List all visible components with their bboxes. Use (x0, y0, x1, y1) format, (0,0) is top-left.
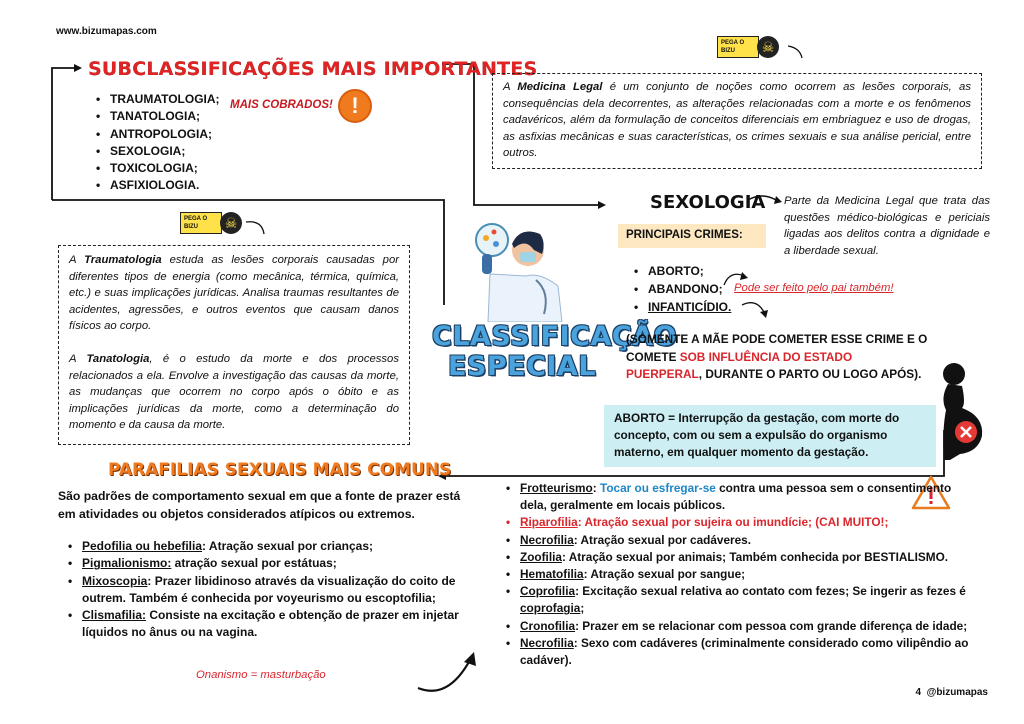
traumatologia-paragraph: A Traumatologia estuda as lesões corporais causadas por diferentes tipos de energia (como mecânica, térmica, química, etc.) e suas implicações jurídicas. Analisa traumas resultantes de acidentes, agressões, e outros eventos que causam danos físicos ao corpo. (69, 254, 399, 333)
infanticidio-note: (SOMENTE A MÃE PODE COMETER ESSE CRIME E O COMETE SOB INFLUÊNCIA DO ESTADO PUERPERAL, DURANTE O PARTO OU LOGO APÓS). (626, 332, 928, 381)
list-item: • INFANTICÍDIO. (632, 298, 731, 316)
subclass-list (94, 91, 220, 195)
bizu-tag-left: PEGA O BIZU (180, 212, 222, 234)
onanismo-note: Onanismo = masturbação (196, 669, 326, 681)
mais-cobrados-badge: MAIS COBRADOS! (230, 99, 333, 111)
list-item: • TRAUMATOLOGIA; (94, 91, 220, 108)
abandono-note: Pode ser feito pelo pai também! (734, 282, 894, 294)
list-item: • Riparofilia: Atração sexual por sujeira ou imundície; (CAI MUITO!; (504, 514, 978, 531)
exclamation-icon: ! (338, 89, 372, 123)
list-item: • Pigmalionismo: atração sexual por estátuas; (66, 555, 488, 572)
crimes-list (632, 262, 731, 316)
list-item: • Cronofilia: Prazer em se relacionar com pessoa com grande diferença de idade; (504, 618, 978, 635)
list-item: • Necrofilia: Atração sexual por cadáveres. (504, 532, 978, 549)
tanatologia-paragraph: A Tanatologia, é o estudo da morte e dos processos relacionados a ela. Envolve a investigação das causas da morte, as mudanças que ocorrem no corpo após o óbito e as implicações jurídicas da morte, como a determinação do momento e da causa da morte. (69, 352, 399, 432)
traumatologia-box (58, 245, 410, 445)
medicina-term: Medicina Legal (517, 81, 603, 93)
list-item: • ABORTO; (632, 262, 731, 280)
pregnant-woman-icon (928, 360, 988, 460)
list-item: • Hematofilia: Atração sexual por sangue; (504, 566, 978, 583)
list-item: • Mixoscopia: Prazer libidinoso através da visualização do coito de outrem. Também é conhecida por voyeurismo ou escoptofilia; (66, 573, 488, 608)
parafilias-right-list (504, 480, 978, 669)
sexologia-description: Parte da Medicina Legal que trata das questões médico-biológicas e periciais ligadas aos delitos contra a dignidade e a liberdade sexual. (784, 195, 990, 257)
doctor-illustration (470, 214, 566, 322)
site-url: www.bizumapas.com (56, 26, 157, 37)
medicina-legal-box: A Medicina Legal é um conjunto de noções como ocorrem as lesões corporais, as consequências dela decorrentes, as alterações relacionadas com a morte e os fenômenos cadavéricos, além da formulação de conceitos diferenciais em embriaguez e uso de drogas, as asfixias mecânicas e suas características, os crimes sexuais e sua análise pericial, entre outros. (492, 73, 982, 169)
sexologia-title: SEXOLOGIA (650, 192, 766, 213)
subclass-title: SUBCLASSIFICAÇÕES MAIS IMPORTANTES (88, 58, 538, 80)
aborto-definition: ABORTO = Interrupção da gestação, com morte do concepto, com ou sem a expulsão do organismo materno, em qualquer momento da gestação. (604, 405, 936, 467)
skull-icon: ☠ (220, 212, 242, 234)
center-title: CLASSIFICAÇÃO ESPECIAL (432, 321, 678, 382)
skull-icon: ☠ (757, 36, 779, 58)
list-item: • ANTROPOLOGIA; (94, 126, 220, 143)
principais-crimes-label: PRINCIPAIS CRIMES: (618, 224, 766, 248)
list-item: • Clismafilia: Consiste na excitação e obtenção de prazer em injetar líquidos no ânus ou na vagina. (66, 607, 488, 642)
list-item: • Necrofilia: Sexo com cadáveres (criminalmente considerado como vilipêndio ao cadáver). (504, 635, 978, 669)
list-item: • ASFIXIOLOGIA. (94, 177, 220, 194)
list-item: • TANATOLOGIA; (94, 108, 220, 125)
parafilias-intro: São padrões de comportamento sexual em que a fonte de prazer está em atividades ou objetos considerados atípicos ou extremos. (58, 489, 461, 521)
list-item: • Pedofilia ou hebefilia: Atração sexual por crianças; (66, 538, 488, 555)
list-item: • Coprofilia: Excitação sexual relativa ao contato com fezes; Se ingerir as fezes é coprofagia; (504, 583, 978, 617)
list-item: • TOXICOLOGIA; (94, 160, 220, 177)
list-item: • SEXOLOGIA; (94, 143, 220, 160)
footer: 4 @bizumapas (915, 687, 988, 698)
list-item: • Zoofilia: Atração sexual por animais; Também conhecida por BESTIALISMO. (504, 549, 978, 566)
bizu-tag: PEGA O BIZU (717, 36, 759, 58)
parafilias-left-list (66, 538, 488, 642)
parafilias-title: PARAFILIAS SEXUAIS MAIS COMUNS (108, 460, 452, 480)
list-item: • Frotteurismo: Tocar ou esfregar-se contra uma pessoa sem o consentimento dela, geralmente em locais públicos. (504, 480, 978, 514)
list-item: • ABANDONO; (632, 280, 731, 298)
